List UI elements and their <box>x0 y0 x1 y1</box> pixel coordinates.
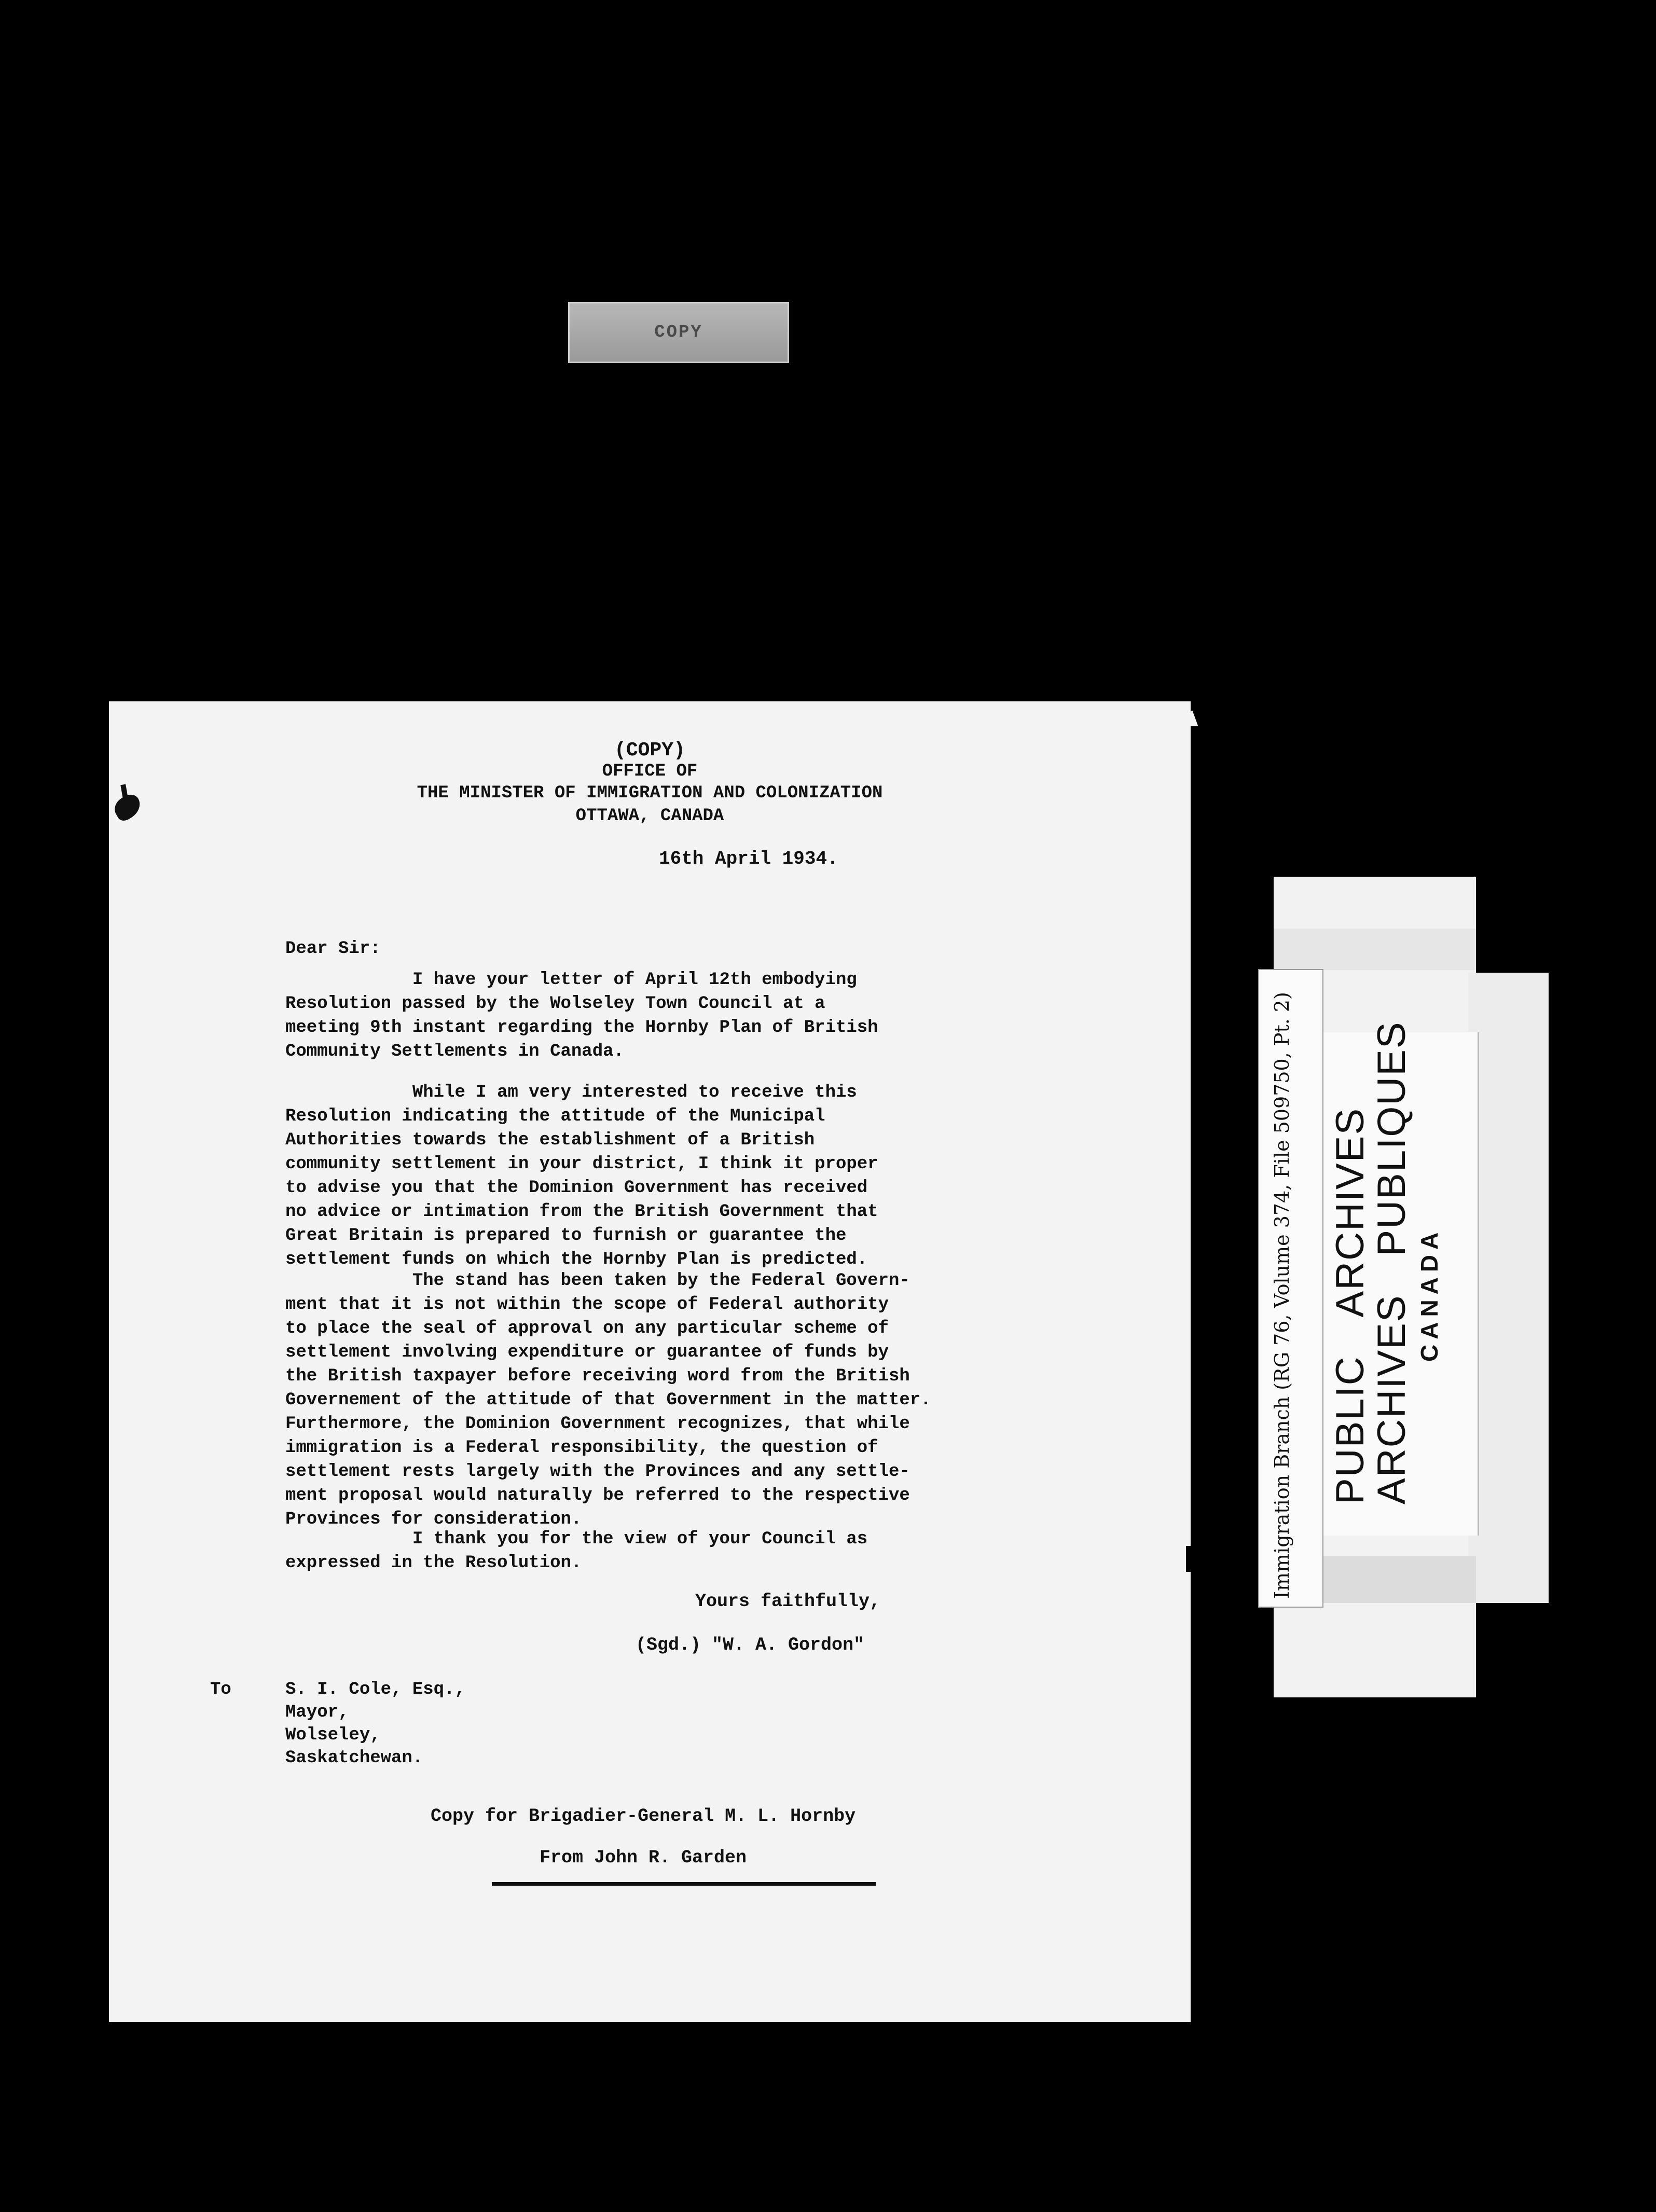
archive-card-band-top <box>1274 929 1476 970</box>
archive-reference-text: Immigration Branch (RG 76, Volume 374, File 509750, Pt. 2) <box>1271 992 1293 1599</box>
paragraph-3 <box>285 1272 1167 1534</box>
paragraph-line: expressed in the Resolution. <box>285 1553 582 1573</box>
paragraph-line: Community Settlements in Canada. <box>285 1042 624 1061</box>
to-label: To <box>210 1680 231 1699</box>
address-line: Mayor, <box>285 1703 349 1722</box>
paragraph-line: to advise you that the Dominion Government has received <box>285 1178 868 1198</box>
paragraph-line: Furthermore, the Dominion Government recognizes, that while <box>285 1414 910 1434</box>
paragraph-line: Provinces for consideration. <box>285 1510 582 1529</box>
paragraph-line: Great Britain is prepared to furnish or guarantee the <box>285 1226 847 1246</box>
letter-page <box>109 701 1191 2022</box>
copy-for-line: Copy for Brigadier-General M. L. Hornby <box>431 1806 856 1827</box>
paragraph-2 <box>285 1084 1167 1275</box>
paragraph-line: I thank you for the view of your Council as <box>285 1529 868 1549</box>
paragraph-4 <box>285 1530 1167 1578</box>
publiques-word: PUBLIQUES <box>1370 1021 1414 1256</box>
signature: (Sgd.) "W. A. Gordon" <box>636 1635 865 1655</box>
paragraph-line: no advice or intimation from the British Government that <box>285 1202 878 1222</box>
office-line-2: THE MINISTER OF IMMIGRATION AND COLONIZATION <box>417 783 883 803</box>
paragraph-line: Governement of the attitude of that Government in the matter. <box>285 1390 931 1410</box>
archive-canada: CANADA <box>1416 1227 1443 1362</box>
paragraph-line: settlement rests largely with the Provinces and any settle- <box>285 1462 910 1482</box>
paragraph-line: community settlement in your district, I think it proper <box>285 1154 878 1174</box>
copy-mark: (COPY) <box>614 739 685 762</box>
paragraph-line: Resolution passed by the Wolseley Town Council at a <box>285 994 825 1014</box>
address-line: S. I. Cole, Esq., <box>285 1680 465 1699</box>
paragraph-line: to place the seal of approval on any particular scheme of <box>285 1319 889 1338</box>
office-line-3: OTTAWA, CANADA <box>575 806 724 826</box>
paragraph-line: While I am very interested to receive this <box>285 1083 857 1102</box>
archives-word: ARCHIVES <box>1328 1107 1372 1318</box>
paragraph-line: meeting 9th instant regarding the Hornby Plan of British <box>285 1018 878 1038</box>
paragraph-line: Resolution indicating the attitude of the Municipal <box>285 1107 825 1126</box>
public-word: PUBLIC <box>1328 1356 1372 1504</box>
archive-line-english <box>1328 1107 1372 1504</box>
paragraph-line: settlement involving expenditure or guarantee of funds by <box>285 1343 889 1362</box>
paragraph-line: immigration is a Federal responsibility, the question of <box>285 1438 878 1458</box>
paragraph-line: settlement funds on which the Hornby Plan is predicted. <box>285 1250 868 1269</box>
archives-fr-word: ARCHIVES <box>1370 1294 1414 1504</box>
office-line-1: OFFICE OF <box>602 762 698 781</box>
address-line: Wolseley, <box>285 1725 381 1745</box>
archive-card-back-right <box>1468 973 1549 1603</box>
letter-date: 16th April 1934. <box>659 848 838 869</box>
recipient-address <box>285 1681 465 1772</box>
copy-label-text: COPY <box>654 323 703 342</box>
underline-rule <box>492 1882 876 1886</box>
copy-label-strip <box>568 302 789 363</box>
paper-edge-notch <box>1186 1546 1193 1572</box>
paragraph-line: The stand has been taken by the Federal Govern- <box>285 1271 910 1291</box>
address-line: Saskatchewan. <box>285 1748 423 1768</box>
archive-line-french <box>1372 1021 1412 1504</box>
paragraph-line: I have your letter of April 12th embodying <box>285 970 857 990</box>
paragraph-line: Authorities towards the establishment of a British <box>285 1130 815 1150</box>
paragraph-1 <box>285 971 1167 1067</box>
from-line: From John R. Garden <box>540 1847 747 1868</box>
paragraph-line: the British taxpayer before receiving word from the British <box>285 1366 910 1386</box>
salutation: Dear Sir: <box>285 939 381 959</box>
paragraph-line: ment proposal would naturally be referred to the respective <box>285 1486 910 1505</box>
closing: Yours faithfully, <box>695 1591 881 1612</box>
paragraph-line: ment that it is not within the scope of Federal authority <box>285 1295 889 1315</box>
